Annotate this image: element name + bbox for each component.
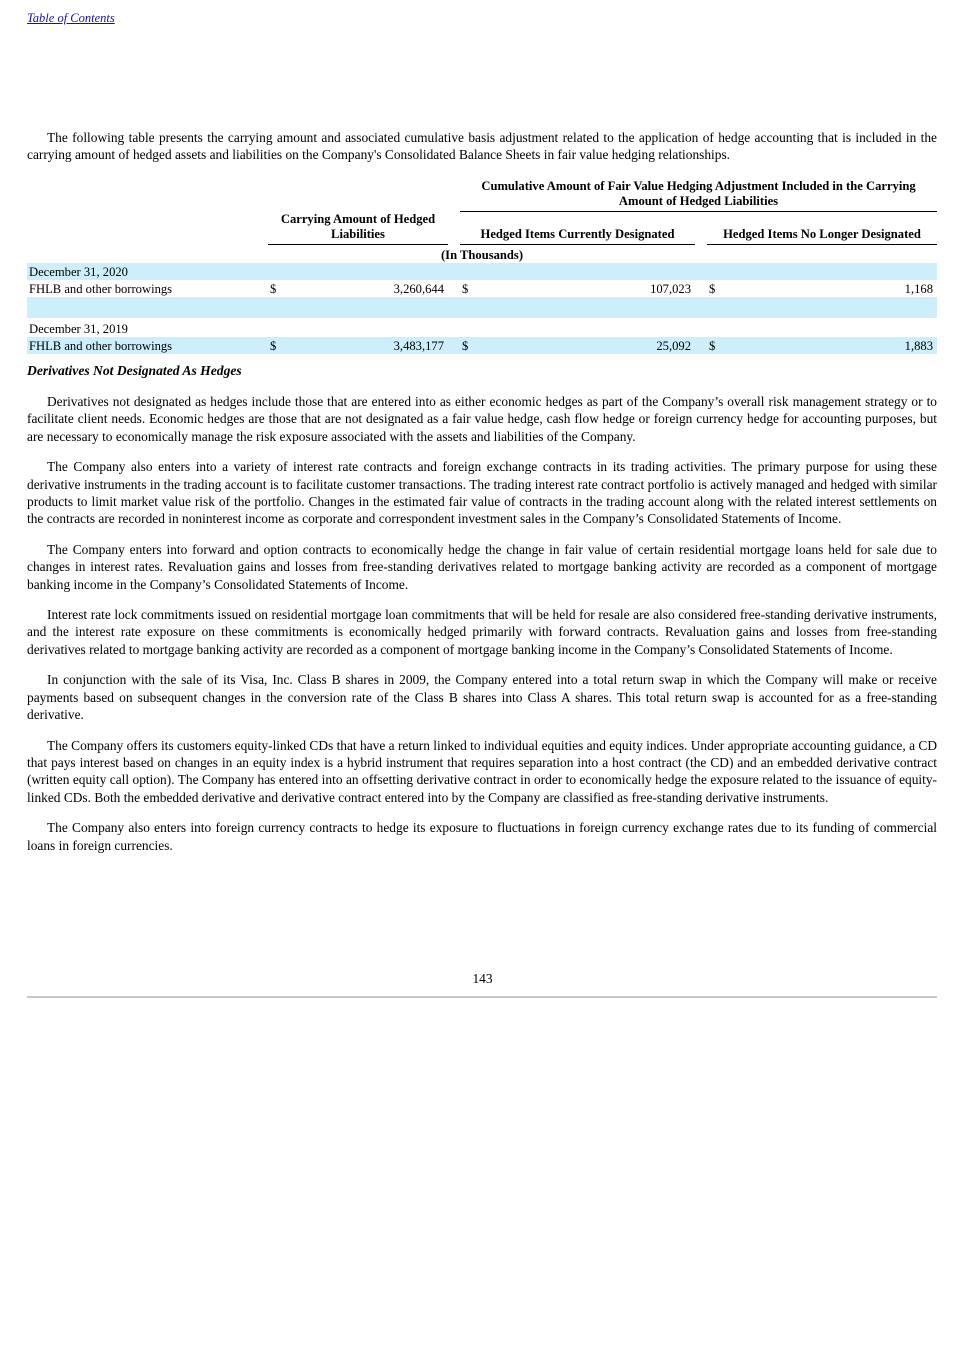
paragraph: The Company offers its customers equity-linked CDs that have a return linked to individual equities and equity indices. Under appropriate accounting guidance, a CD that pays interest based on changes in an equity index is a hybrid instrument that requires separation into a host contract (the CD) and an embedded derivative contract (written equity call option). The Company has entered into an offsetting derivative contract in order to economically hedge the exposure related to the issuance of equity-linked CDs. Both the embedded derivative and derivative contract entered into by the Company are classified as free-standing derivative instruments. <box>27 737 937 805</box>
footer-divider <box>27 996 937 998</box>
col-header-no-longer: Hedged Items No Longer Designated <box>707 212 937 245</box>
paragraph: The Company enters into forward and option contracts to economically hedge the change in fair value of certain residential mortgage loans held for sale due to changes in interest rates. Revaluation gains and losses from free-standing derivatives related to mortgage banking activity are recorded as a component of mortgage banking income in the Company’s Consolidated Statements of Income. <box>27 541 937 592</box>
current-designated-amount: 107,023 <box>650 282 691 296</box>
section-title: Derivatives Not Designated As Hedges <box>27 363 242 378</box>
period-date: December 31, 2019 <box>29 322 128 336</box>
hedge-table <box>27 179 937 354</box>
carrying-amount: 3,260,644 <box>393 282 444 296</box>
table-row <box>27 280 937 297</box>
group-header: Cumulative Amount of Fair Value Hedging Adjustment Included in the Carrying Amount of Hedged Liabilities <box>460 179 937 212</box>
page-number: 143 <box>472 971 493 986</box>
body-text <box>27 393 937 867</box>
table-spacer-row <box>27 297 937 318</box>
table-of-contents-link[interactable]: Table of Contents <box>27 11 115 25</box>
currency-symbol: $ <box>709 282 716 296</box>
col-header-carrying: Carrying Amount of Hedged Liabilities <box>268 212 448 245</box>
currency-symbol: $ <box>268 337 282 354</box>
paragraph: In conjunction with the sale of its Visa, Inc. Class B shares in 2009, the Company entered into a total return swap in which the Company will make or receive payments based on subsequent changes in the conversion rate of the Class B shares into Class A shares. This total return swap is accounted for as a free-standing derivative. <box>27 672 937 723</box>
units-label: (In Thousands) <box>440 248 524 262</box>
currency-symbol: $ <box>462 282 469 296</box>
intro-paragraph: The following table presents the carrying amount and associated cumulative basis adjustment related to the application of hedge accounting that is included in the carrying amount of hedged assets and liabilities on the Company's Consolidated Balance Sheets in fair value hedging relationships. <box>27 130 937 163</box>
no-longer-designated-amount: 1,168 <box>904 282 933 296</box>
paragraph: The Company also enters into foreign currency contracts to hedge its exposure to fluctuations in foreign currency exchange rates due to its funding of commercial loans in foreign currencies. <box>27 820 937 853</box>
paragraph: Derivatives not designated as hedges include those that are entered into as either economic hedges as part of the Company’s overall risk management strategy or to facilitate client needs. Economic hedges are those that are not designated as a fair value hedge, cash flow hedge or foreign currency hedge for accounting purposes, but are necessary to economically manage the risk exposure associated with the assets and liabilities of the Company. <box>27 394 937 444</box>
row-label: FHLB and other borrowings <box>27 337 268 354</box>
paragraph: Interest rate lock commitments issued on residential mortgage loan commitments that will be held for resale are also considered free-standing derivative instruments, and the interest rate exposure on these commitments is economically hedged primarily with forward contracts. Revaluation gains and losses from free-standing derivatives related to mortgage banking activity are recorded as a component of mortgage banking income in the Company’s Consolidated Statements of Income. <box>27 607 937 657</box>
table-row <box>27 263 937 280</box>
intro-section <box>27 129 937 164</box>
table-row <box>27 318 937 337</box>
current-designated-amount: 25,092 <box>474 337 695 354</box>
col-header-current: Hedged Items Currently Designated <box>460 212 695 245</box>
currency-symbol: $ <box>270 282 277 296</box>
no-longer-designated-amount: 1,883 <box>721 337 937 354</box>
currency-symbol: $ <box>460 337 474 354</box>
paragraph: The Company also enters into a variety of interest rate contracts and foreign exchange contracts in its trading activities. The primary purpose for using these derivative instruments in the trading account is to facilitate customer transactions. The trading interest rate contract portfolio is actively managed and hedged with similar products to limit market value risk of the portfolio. Changes in the estimated fair value of contracts in the trading account along with the related interest settlements on the contracts are recorded in noninterest income as corporate and correspondent investment sales in the Company’s Consolidated Statements of Income. <box>27 459 937 527</box>
carrying-amount: 3,483,177 <box>282 337 448 354</box>
currency-symbol: $ <box>707 337 721 354</box>
period-date: December 31, 2020 <box>27 263 937 280</box>
table-row <box>27 337 937 354</box>
row-label: FHLB and other borrowings <box>29 282 173 296</box>
